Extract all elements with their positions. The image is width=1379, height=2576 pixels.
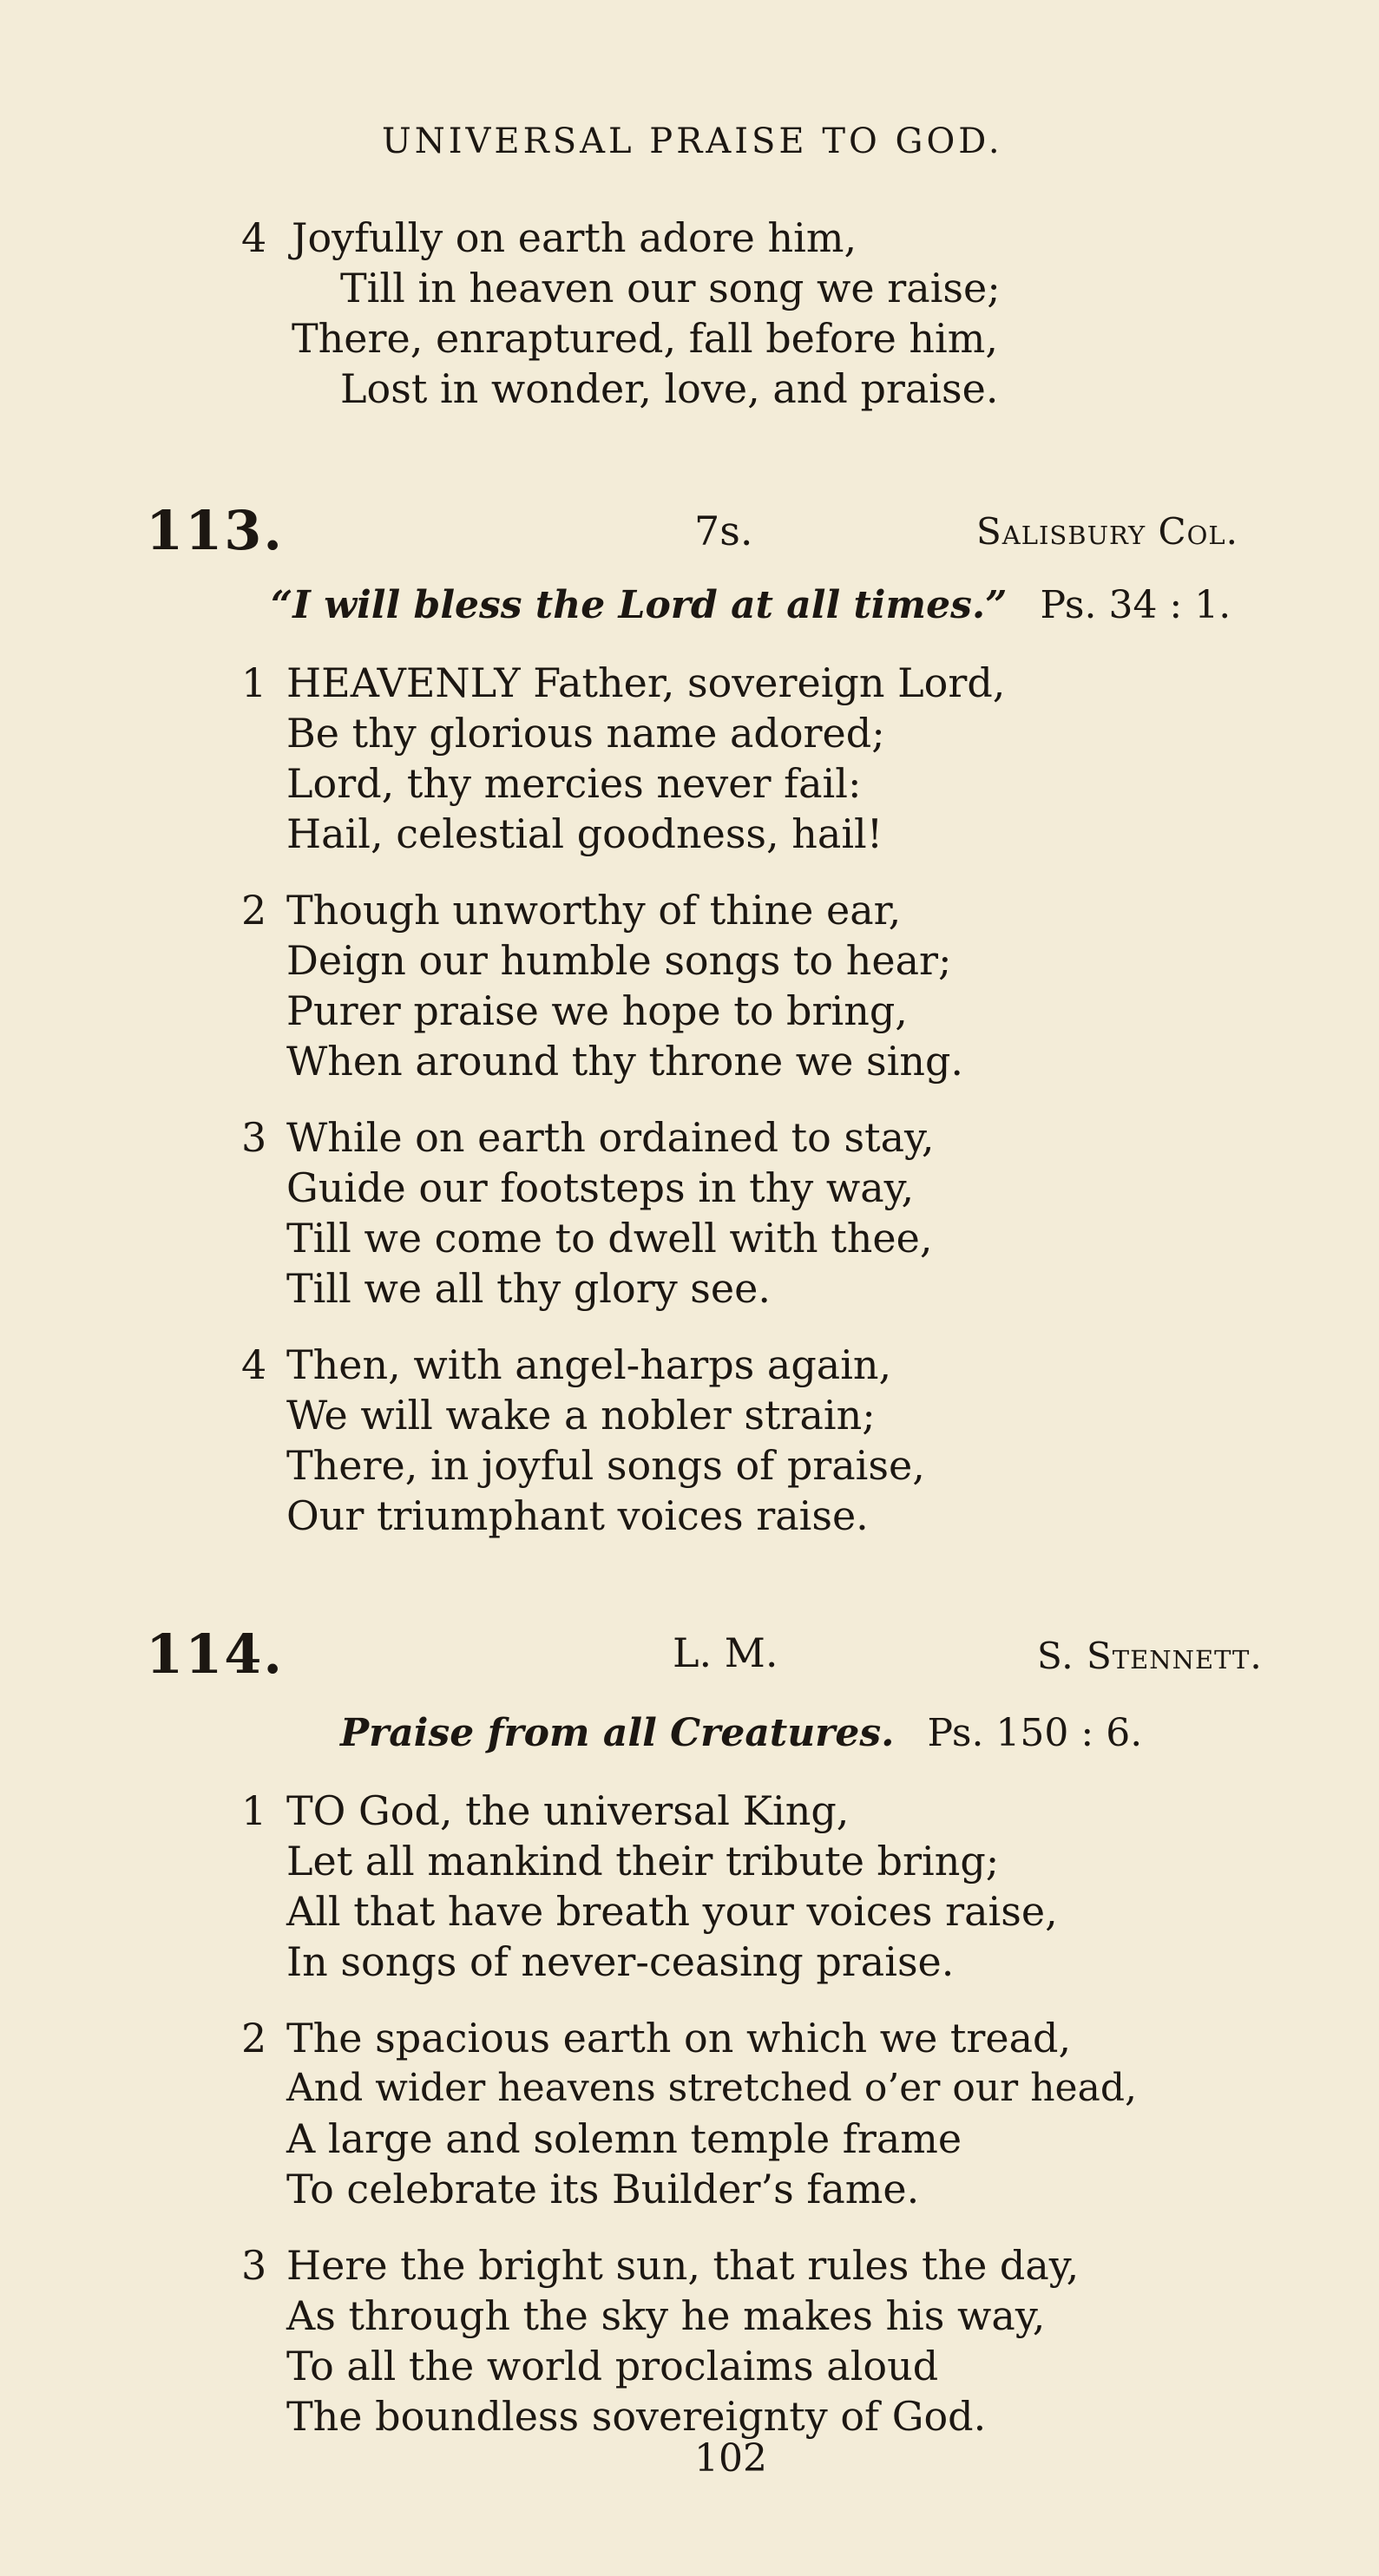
stanza-number: 3 [241, 1114, 267, 1161]
verse-line: TO God, the universal King, [286, 1787, 850, 1834]
verse-line: Let all mankind their tribute bring; [286, 1838, 1000, 1884]
subtitle-quote: Praise from all Creatures. [340, 1711, 895, 1755]
verse-line: As through the sky he makes his way, [286, 2292, 1046, 2339]
verse-line: Guide our footsteps in thy way, [286, 1164, 915, 1211]
stanza-number: 2 [241, 2015, 267, 2061]
verse-line: While on earth ordained to stay, [286, 1114, 935, 1161]
verse-line: Lord, thy mercies never fail: [286, 760, 862, 807]
verse-line: Lost in wonder, love, and praise. [340, 365, 999, 412]
hymn-subtitle [271, 583, 1231, 627]
verse-line: To all the world proclaims aloud [286, 2343, 939, 2389]
verse-line: The boundless sovereignty of God. [286, 2393, 987, 2440]
verse-line: Be thy glorious name adored; [286, 710, 885, 757]
verse-line: Our triumphant voices raise. [286, 1492, 869, 1539]
stanza-number: 1 [241, 659, 267, 706]
stanza-number: 4 [241, 214, 267, 261]
verse-line: When around thy throne we sing. [286, 1038, 964, 1085]
verse-line: Hail, celestial goodness, hail! [286, 810, 883, 857]
verse-line: All that have breath your voices raise, [286, 1888, 1058, 1935]
hymn-meter: L. M. [673, 1629, 778, 1676]
verse-line: Here the bright sun, that rules the day, [286, 2242, 1080, 2289]
hymn-number: 114. [146, 1622, 285, 1686]
hymn-subtitle [340, 1711, 1142, 1755]
verse-line: HEAVENLY Father, sovereign Lord, [286, 659, 1006, 706]
stanza-number: 1 [241, 1787, 267, 1834]
stanza-number: 2 [241, 887, 267, 934]
verse-line: Purer praise we hope to bring, [286, 987, 908, 1034]
hymn-meter: 7s. [694, 508, 753, 554]
verse-line: A large and solemn temple frame [286, 2115, 962, 2162]
verse-line: In songs of never-ceasing praise. [286, 1938, 955, 1985]
hymn-author: S. Stennett. [1037, 1635, 1263, 1677]
verse-line: Though unworthy of thine ear, [286, 887, 902, 934]
verse-line: We will wake a nobler strain; [286, 1392, 876, 1439]
verse-line: Till in heaven our song we raise; [340, 265, 1001, 311]
verse-line: To celebrate its Builder’s fame. [286, 2166, 920, 2212]
verse-line: Till we all thy glory see. [286, 1265, 771, 1312]
verse-line: And wider heavens stretched o’er our head, [286, 2066, 1137, 2110]
verse-line: Deign our humble songs to hear; [286, 937, 952, 984]
stanza-number: 4 [241, 1341, 267, 1388]
subtitle-quote: “I will bless the Lord at all times.” [271, 583, 1008, 627]
verse-line: Till we come to dwell with thee, [286, 1215, 933, 1262]
hymn-author: Salisbury Col. [976, 510, 1239, 553]
verse-line: Joyfully on earth adore him, [292, 214, 857, 261]
stanza-number: 3 [241, 2242, 267, 2289]
verse-line: There, enraptured, fall before him, [292, 315, 999, 362]
page-number: 102 [694, 2436, 767, 2481]
running-head: UNIVERSAL PRAISE TO GOD. [382, 121, 1003, 161]
verse-line: The spacious earth on which we tread, [286, 2015, 1072, 2061]
scripture-reference: Ps. 150 : 6. [927, 1711, 1143, 1755]
verse-line: There, in joyful songs of praise, [286, 1442, 925, 1489]
scripture-reference: Ps. 34 : 1. [1040, 583, 1231, 627]
verse-line: Then, with angel-harps again, [286, 1341, 892, 1388]
hymn-number: 113. [146, 499, 285, 562]
